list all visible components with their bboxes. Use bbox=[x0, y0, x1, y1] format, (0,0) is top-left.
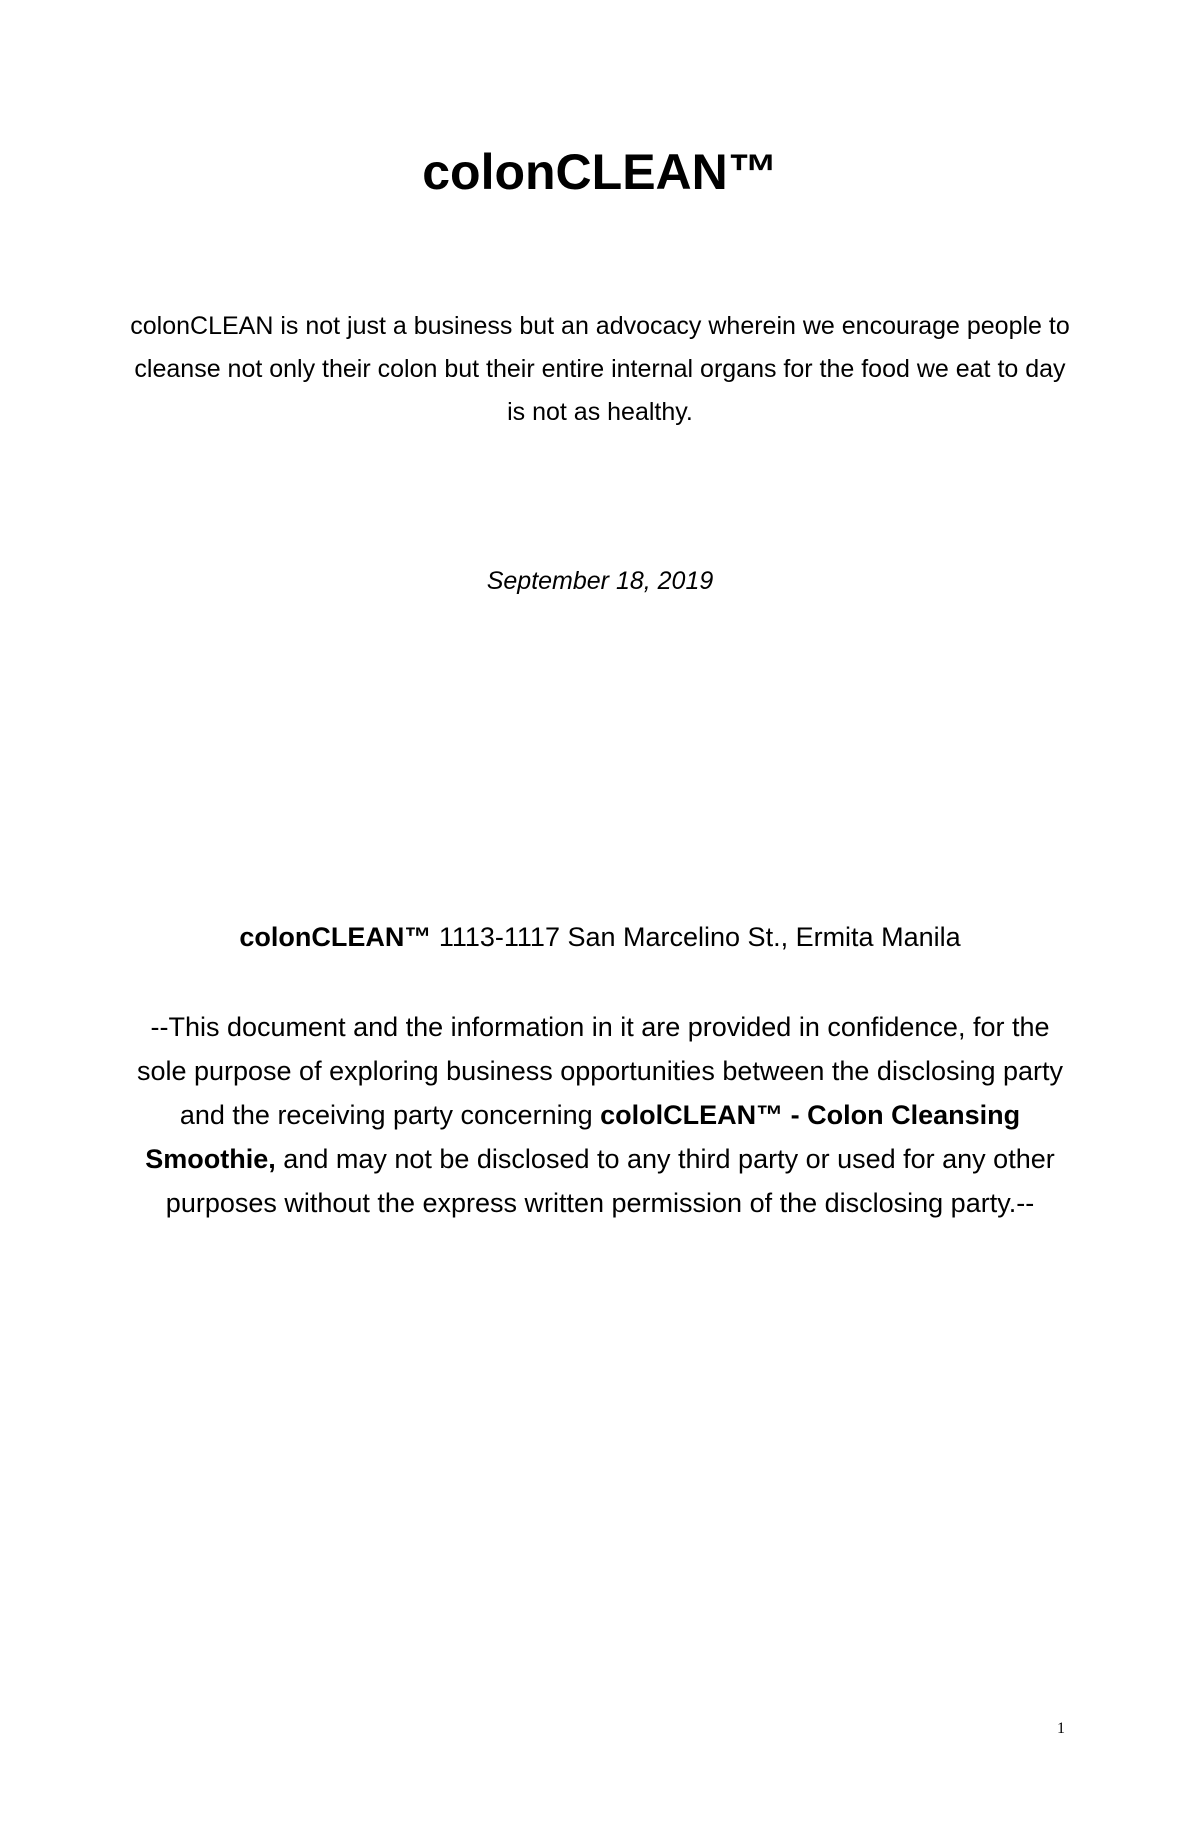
disclaimer-part-1: --This document and the information in it are provided in confidence, for the sole purpose of exploring business opportunities between the disclosing party and the receiving party concerning bbox=[136, 1012, 1064, 1130]
document-date: September 18, 2019 bbox=[486, 567, 714, 595]
disclaimer-product-name: cololCLEAN™ - Colon Cleansing Smoothie, bbox=[145, 1100, 1021, 1174]
company-address bbox=[0, 922, 1200, 953]
page-number: 1 bbox=[1057, 1720, 1065, 1737]
intro-paragraph: colonCLEAN is not just a business but an advocacy wherein we encourage people to cleanse not only their colon but their entire internal organs for the food we eat to day is not as healthy. bbox=[130, 312, 1070, 426]
address-text: 1113-1117 San Marcelino St., Ermita Manila bbox=[431, 922, 961, 952]
confidentiality-disclaimer bbox=[130, 1005, 1070, 1225]
disclaimer-part-2: and may not be disclosed to any third party or used for any other purposes without the express written permission of the disclosing party.-- bbox=[165, 1144, 1055, 1218]
document-title: colonCLEAN™ bbox=[422, 144, 778, 200]
address-brand: colonCLEAN™ bbox=[239, 922, 432, 952]
